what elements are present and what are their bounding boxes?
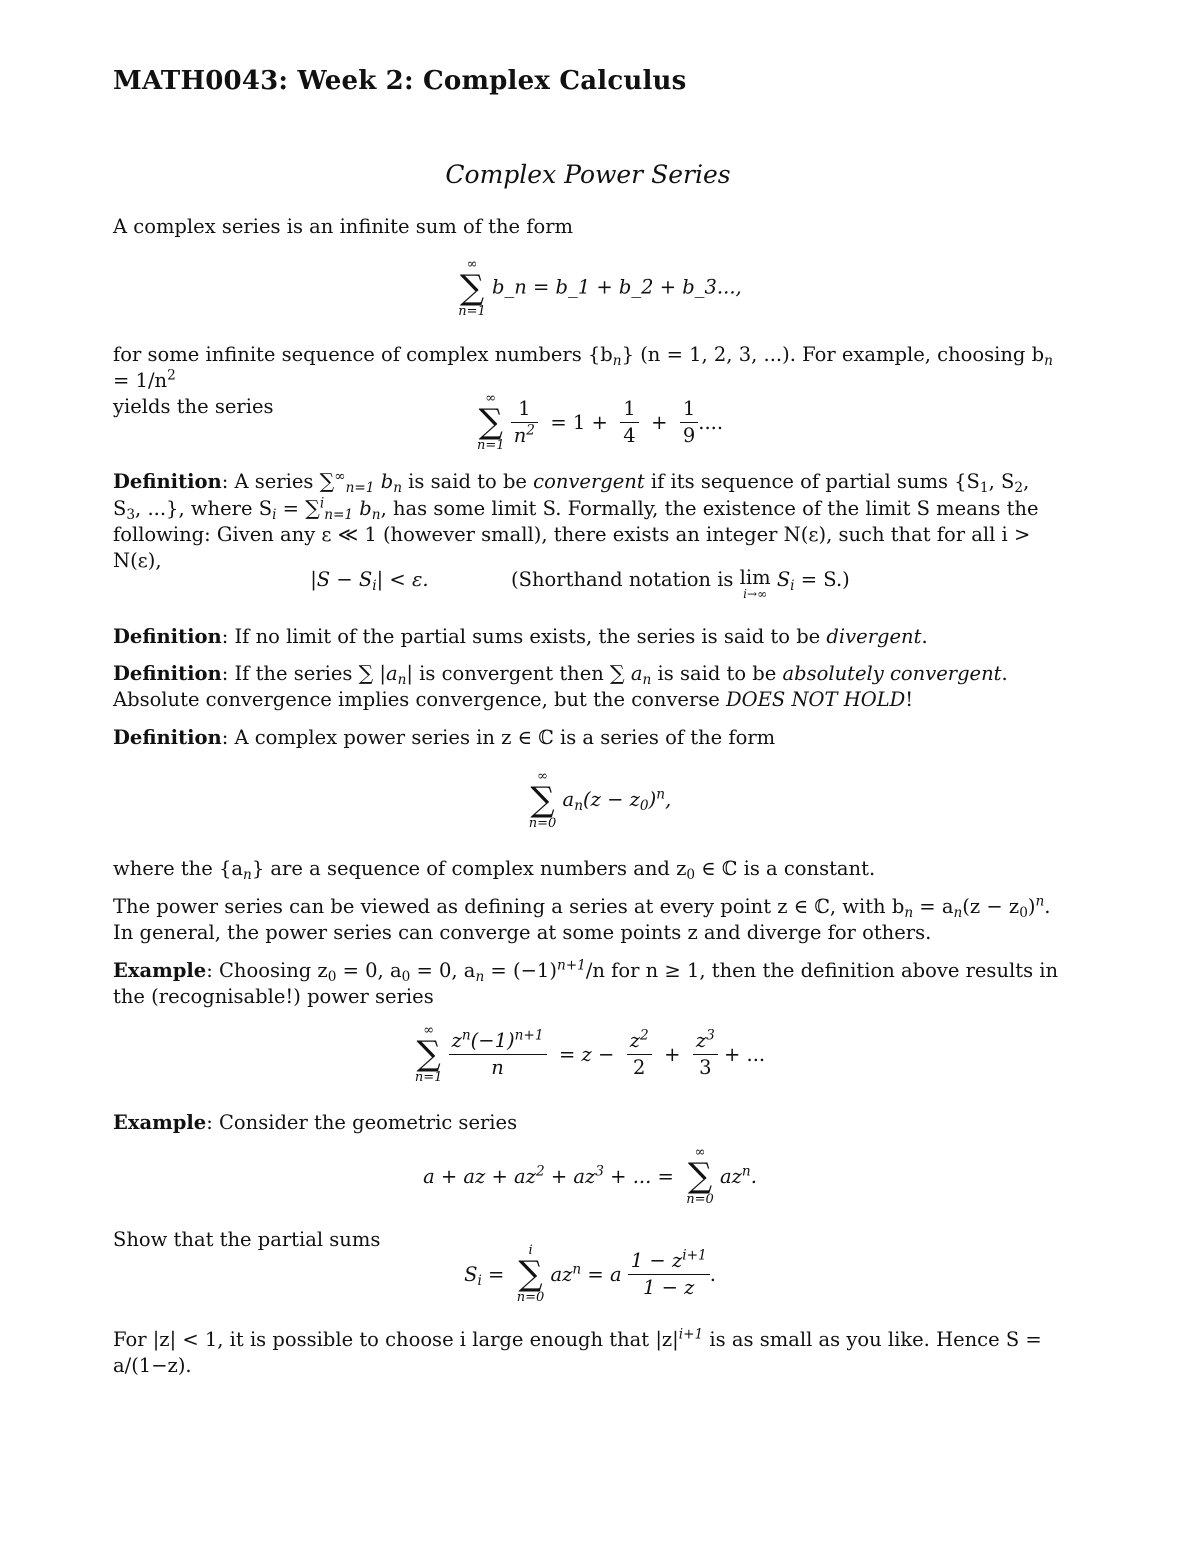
equation-rhs: b_n = b_1 + b_2 + b_3..., [492,275,742,299]
equation-limit: $|S - S_i| < \varepsilon$. (Shorthand notation is lim i→∞ $S_i = S$.) [310,566,850,601]
equation-geometric-series: a + az + $az^2 + az^3$ + ... = ∞ ∑ n=0 $az^n$. [423,1145,757,1207]
example-geometric: Example: Consider the geometric series [113,1111,518,1134]
equation-power-series: ∞ ∑ n=0 $a_n(z - z_0)^n$, [528,769,672,831]
equation-series-definition: ∞ ∑ n=1 b_n = b_1 + b_2 + b_3..., [458,257,742,319]
paragraph-conclusion: For |z| < 1, it is possible to choose i large enough that $|z|^{i+1}$ is as small as you like. Hence S = a/(1−z). [113,1326,1042,1377]
equation-basel-series: ∞ ∑ n=1 $\frac{1}{n^2}$ = 1 + $\frac{1}{4}$ + $\frac{1}{9}$ .... [476,391,724,453]
intro-paragraph: A complex series is an infinite sum of the form [113,215,574,238]
page-title: MATH0043: Week 2: Complex Calculus [113,66,687,96]
paragraph-show-partial-sums: Show that the partial sums [113,1228,381,1251]
paragraph-sequence: for some infinite sequence of complex numbers $\{b_n\} (n = 1$, 2, 3, ...). For example, choosing $b_n = 1/n^2$ yields the series [113,343,1053,418]
definition-absolute-convergence: Definition: If the series ∑ $|a_n|$ is convergent then ∑ $a_n$ is said to be absolutely convergent. Absolute convergence implies convergence, but the converse DOES NOT HOLD! [113,661,1008,711]
example-log-series: Example: Choosing $z_0 = 0$, $a_0 = 0$, $a_n = (-1)^{n+1}/n$ for n ≥ 1, then the definition above results in the (recognisable!) power series [113,957,1059,1008]
equation-partial-sum: $S_i$ = i ∑ n=0 $az^n = a$ $\frac{1 - z^{i+1}}{1 - z}$ . [464,1243,716,1305]
definition-power-series: Definition: A complex power series in z ∈ ℂ is a series of the form [113,726,776,749]
paragraph-coefficients: where the $\{a_n\}$ are a sequence of complex numbers and $z_0$ ∈ ℂ is a constant. [113,857,876,884]
definition-convergent: Definition: A series $\sum^\infty_{n=1}$ $b_n$ is said to be convergent if its sequence of partial sums {$S_1$, $S_2$, $S_3$, ...}, where $S_i = \sum^i_{n=1}$ $b_n$, has some limit S. Formally, the existence of the limit S means the following: Given any ε ≪ 1 (however small), there exists an integer N(ε), such that for all i > N(ε), [113,468,1039,572]
equation-log-series: ∞ ∑ n=1 $\frac{z^n(-1)^{n+1}}{n}$ = z − $\frac{z^2}{2}$ + $\frac{z^3}{3}$ + ... [414,1023,766,1085]
section-title: Complex Power Series [445,160,731,189]
definition-divergent: Definition: If no limit of the partial sums exists, the series is said to be divergent. [113,625,928,648]
paragraph-pointwise: The power series can be viewed as defining a series at every point z ∈ ℂ, with $b_n = a_n(z - z_0)^n$. In general, the power series can converge at some points z and diverge for others. [113,893,1051,944]
